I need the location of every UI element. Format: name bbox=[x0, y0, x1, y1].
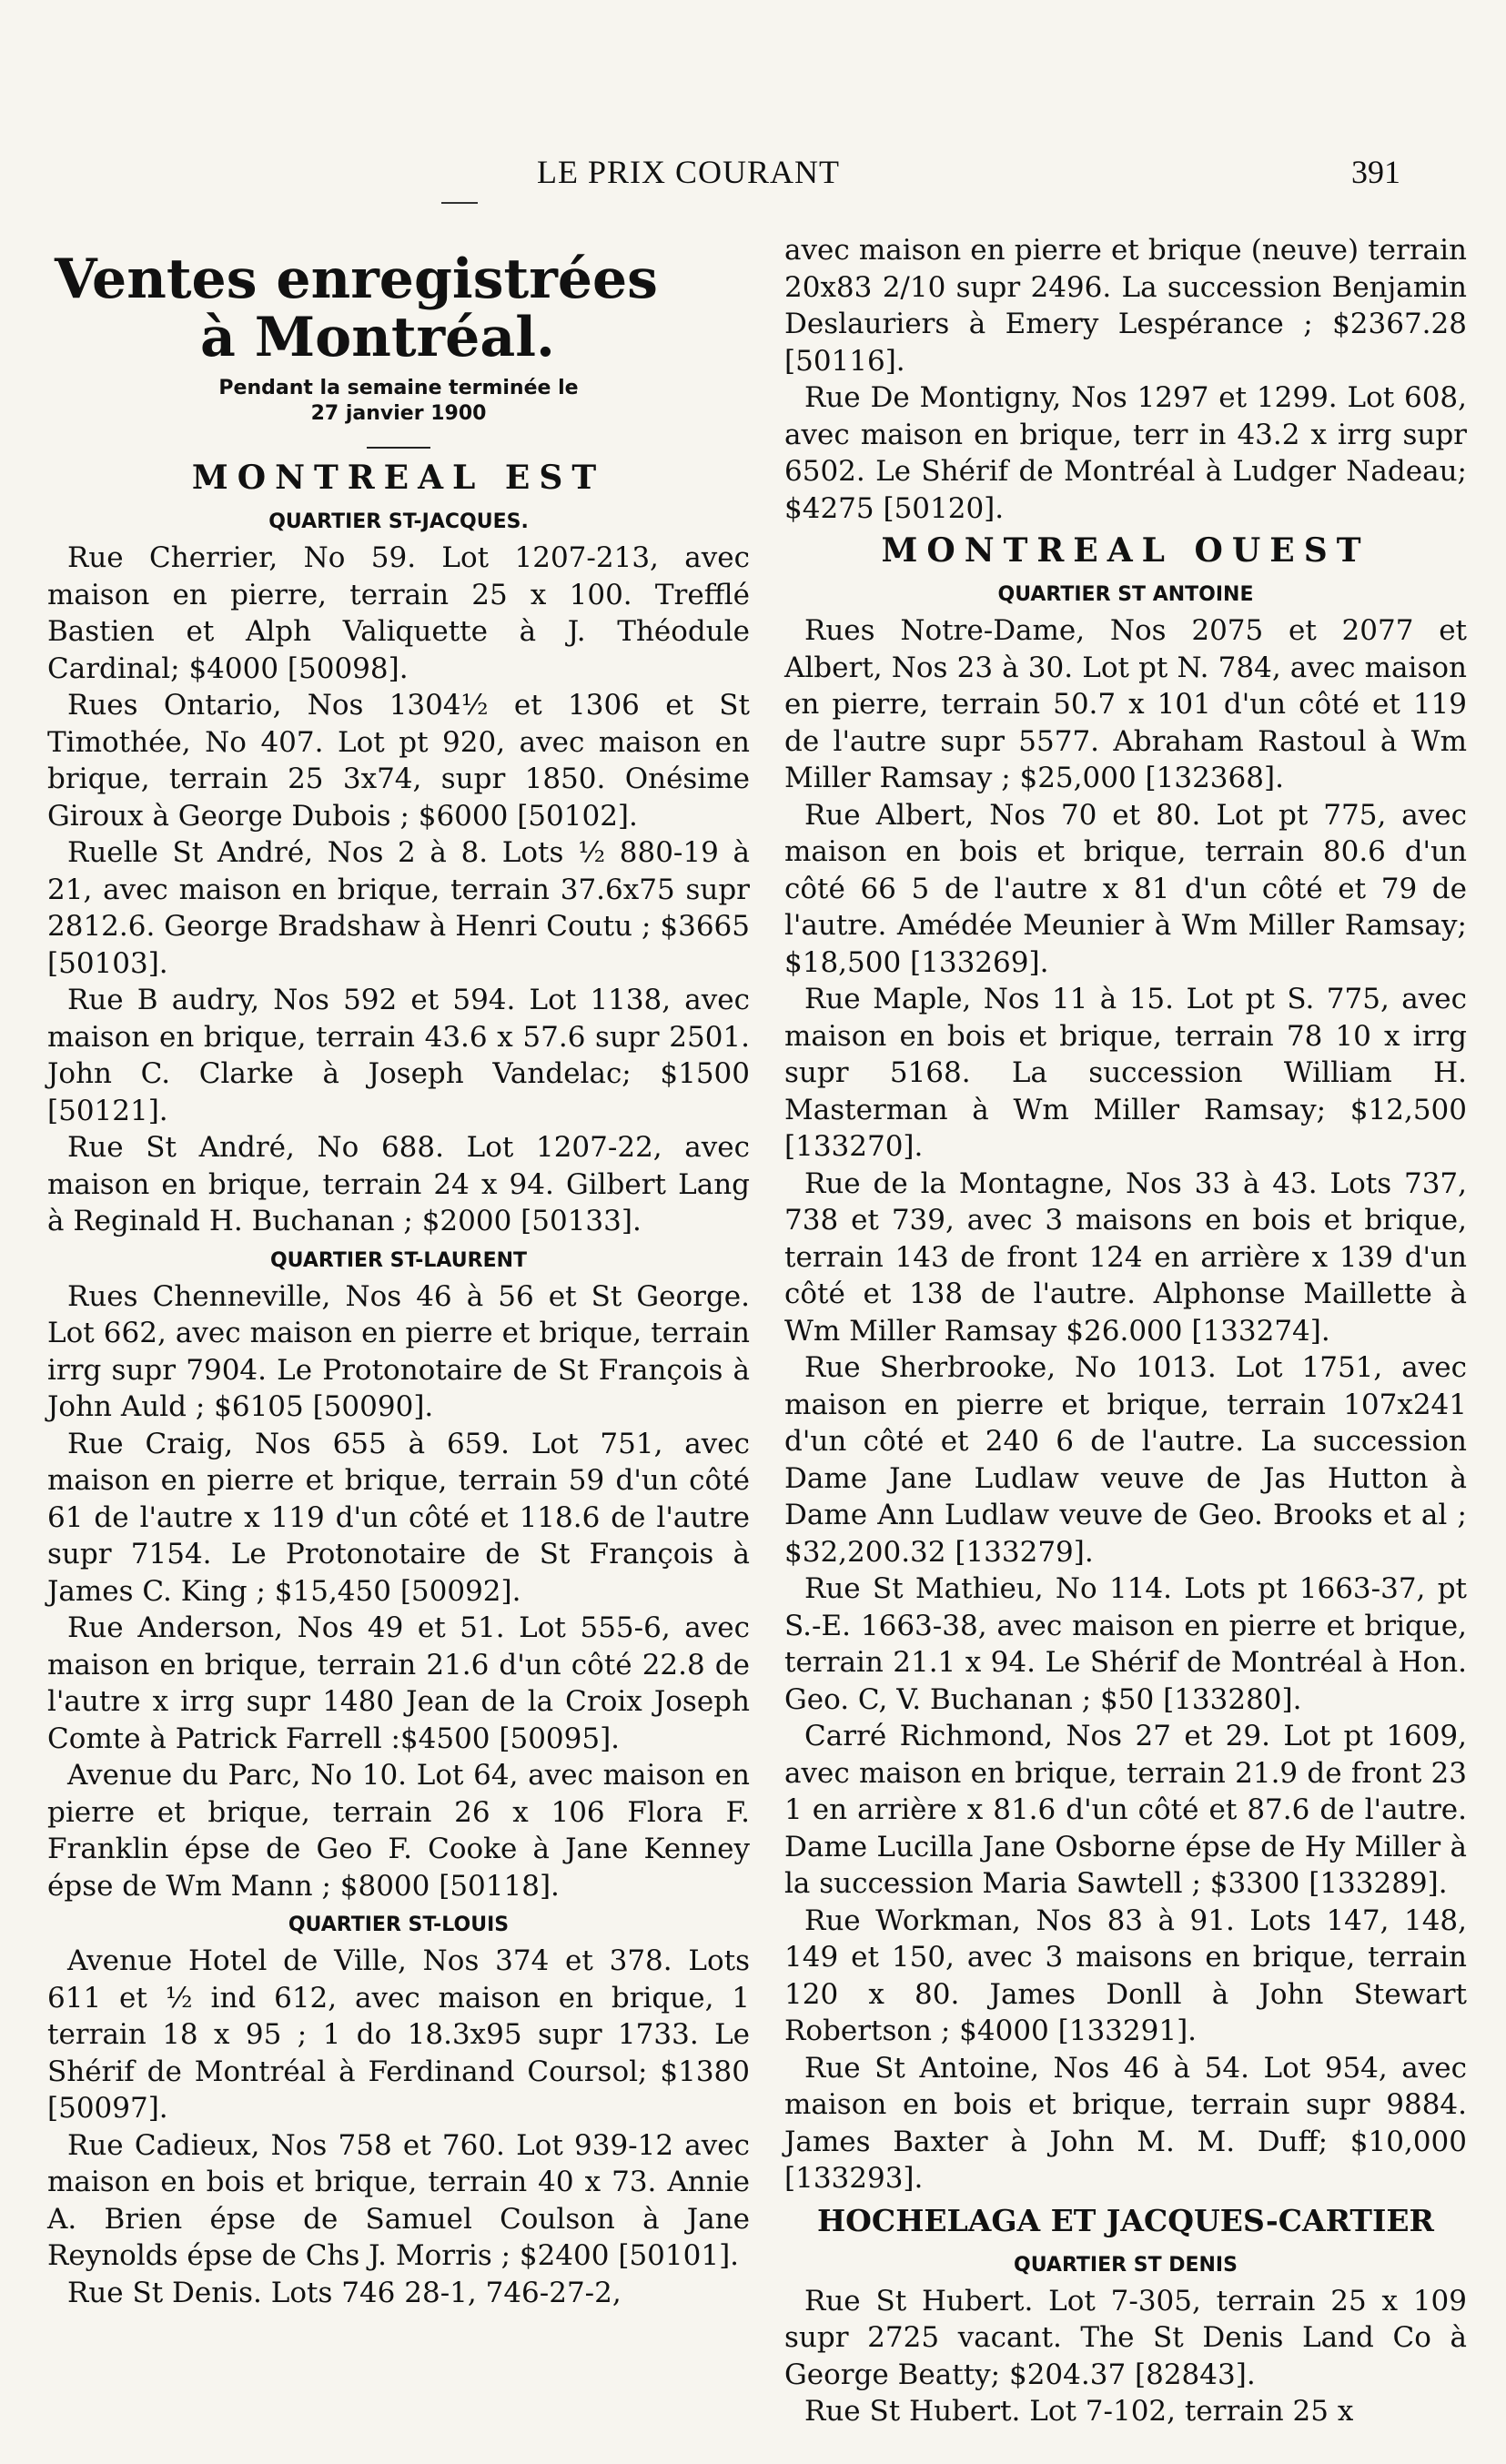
sale-entry: Rue Workman, Nos 83 à 91. Lots 147, 148, 149 et 150, avec 3 maisons en brique, terrain 120 x 80. James Donll à John Stewart Robertson ; $4000 [133291]. bbox=[784, 1904, 1467, 2047]
sale-entry: Rue St André, No 688. Lot 1207-22, avec maison en brique, terrain 24 x 94. Gilbert Lang à Reginald H. Buchanan ; $2000 [50133]. bbox=[47, 1131, 750, 1237]
sale-entry: Avenue Hotel de Ville, Nos 374 et 378. Lots 611 et ½ ind 612, avec maison en brique, 1 terrain 18 x 95 ; 1 do 18.3x95 supr 1733. Le Shérif de Montréal à Ferdinand Coursol; $1380 [50097]. bbox=[47, 1944, 750, 2125]
right-column bbox=[784, 232, 1467, 2430]
sale-entry: Carré Richmond, Nos 27 et 29. Lot pt 1609, avec maison en brique, terrain 21.9 de front 23 1 en arrière x 81.6 d'un côté et 87.6 de l'autre. Dame Lucilla Jane Osborne épse de Hy Miller à la succession Maria Sawtell ; $3300 [133289]. bbox=[784, 1720, 1467, 1900]
district-heading: MONTREAL OUEST bbox=[881, 531, 1370, 570]
page-header bbox=[0, 153, 1506, 198]
sale-entry: Rue St Antoine, Nos 46 à 54. Lot 954, avec maison en bois et brique, terrain supr 9884. James Baxter à John M. M. Duff; $10,000 [133293]. bbox=[784, 2051, 1467, 2195]
period-line2: 27 janvier 1900 bbox=[310, 402, 487, 425]
quarter-heading: QUARTIER ST-JACQUES. bbox=[268, 510, 529, 533]
sale-entry: Avenue du Parc, No 10. Lot 64, avec maison en pierre et brique, terrain 26 x 106 Flora F. Franklin épse de Geo F. Cooke à Jane Kenney épse de Wm Mann ; $8000 [50118]. bbox=[47, 1759, 750, 1903]
quarter-heading: QUARTIER ST-LAURENT bbox=[269, 1248, 528, 1272]
sale-entry: Rue Maple, Nos 11 à 15. Lot pt S. 775, avec maison en bois et brique, terrain 78 10 x irrg supr 5168. La succession William H. Masterman à Wm Miller Ramsay; $12,500 [133270]. bbox=[784, 983, 1467, 1163]
header-rule bbox=[441, 202, 478, 204]
sale-entry: Rue Cadieux, Nos 758 et 760. Lot 939-12 avec maison en bois et brique, terrain 40 x 73. Annie A. Brien épse de Samuel Coulson à Jane Reynolds épse de Chs J. Morris ; $2400 [50101]. bbox=[47, 2128, 750, 2272]
sale-entry: Rue Sherbrooke, No 1013. Lot 1751, avec maison en pierre et brique, terrain 107x241 d'un côté et 240 6 de l'autre. La succession Dame Jane Ludlaw veuve de Jas Hutton à Dame Ann Ludlaw veuve de Geo. Brooks et al ; $32,200.32 [133279]. bbox=[784, 1351, 1467, 1569]
sale-entry: Ruelle St André, Nos 2 à 8. Lots ½ 880-19 à 21, avec maison en brique, terrain 37.6x75 supr 2812.6. George Bradshaw à Henri Coutu ; $3665 [50103]. bbox=[47, 836, 750, 980]
sale-entry: Rue St Hubert. Lot 7-102, terrain 25 x bbox=[804, 2395, 1354, 2428]
sale-entry: Rue Craig, Nos 655 à 659. Lot 751, avec maison en pierre et brique, terrain 59 d'un côté 61 de l'autre x 119 d'un côté et 118.6 de l'autre supr 7154. Le Protonotaire de St François à James C. King ; $15,450 [50092]. bbox=[47, 1427, 750, 1608]
sale-entry: Rue de la Montagne, Nos 33 à 43. Lots 737, 738 et 739, avec 3 maisons en bois et brique, terrain 143 de front 124 en arrière x 139 d'un côté et 138 de l'autre. Alphonse Maillette à Wm Miller Ramsay $26.000 [133274]. bbox=[784, 1166, 1467, 1348]
sale-entry: Rue Anderson, Nos 49 et 51. Lot 555-6, avec maison en brique, terrain 21.6 d'un côté 22.8 de l'autre x irrg supr 1480 Jean de la Croix Joseph Comte à Patrick Farrell :$4500 [50095]. bbox=[47, 1611, 750, 1755]
main-title-line1: Ventes enregistrées bbox=[55, 247, 658, 311]
page-number: 391 bbox=[1351, 154, 1400, 190]
sale-entry: Rues Ontario, Nos 1304½ et 1306 et St Timothée, No 407. Lot pt 920, avec maison en brique, terrain 25 3x74, supr 1850. Onésime Giroux à George Dubois ; $6000 [50102]. bbox=[47, 689, 750, 833]
journal-title: LE PRIX COURANT bbox=[537, 154, 841, 190]
sale-entry: Rue St Hubert. Lot 7-305, terrain 25 x 109 supr 2725 vacant. The St Denis Land Co à George Beatty; $204.37 [82843]. bbox=[784, 2284, 1467, 2391]
district-heading: HOCHELAGA ET JACQUES-CARTIER bbox=[817, 2202, 1434, 2238]
sale-entry: Rue B audry, Nos 592 et 594. Lot 1138, avec maison en brique, terrain 43.6 x 57.6 supr 2501. John C. Clarke à Joseph Vandelac; $1500 [50121]. bbox=[47, 984, 750, 1127]
quarter-heading: QUARTIER ST-LOUIS bbox=[288, 1914, 510, 1936]
sale-entry: Rue St Denis. Lots 746 28-1, 746-27-2, bbox=[67, 2276, 622, 2309]
district-heading: MONTREAL EST bbox=[191, 459, 606, 497]
sale-entry: Rue Cherrier, No 59. Lot 1207-213, avec maison en pierre, terrain 25 x 100. Trefflé Bastien et Alph Valiquette à J. Théodule Cardinal; $4000 [50098]. bbox=[47, 541, 750, 685]
main-title-line2: à Montréal. bbox=[200, 306, 555, 369]
quarter-heading: QUARTIER ST DENIS bbox=[1014, 2253, 1238, 2277]
quarter-heading: QUARTIER ST ANTOINE bbox=[997, 583, 1254, 606]
left-column bbox=[47, 232, 750, 2311]
sale-entry: Rue Albert, Nos 70 et 80. Lot pt 775, avec maison en bois et brique, terrain 80.6 d'un côté 66 5 de l'autre x 81 d'un côté et 79 de l'autre. Amédée Meunier à Wm Miller Ramsay; $18,500 [133269]. bbox=[784, 798, 1467, 979]
sale-entry: Rue St Mathieu, No 114. Lots pt 1663-37, pt S.-E. 1663-38, avec maison en pierre et brique, terrain 21.1 x 94. Le Shérif de Montréal à Hon. Geo. C, V. Buchanan ; $50 [133280]. bbox=[784, 1572, 1467, 1716]
sale-entry-continued: avec maison en pierre et brique (neuve) terrain 20x83 2/10 supr 2496. La succession Benjamin Deslauriers à Emery Lespérance ; $2367.28 [50116]. bbox=[784, 234, 1467, 378]
sale-entry: Rues Notre-Dame, Nos 2075 et 2077 et Albert, Nos 23 à 30. Lot pt N. 784, avec maison en pierre, terrain 50.7 x 101 d'un côté et 119 de l'autre supr 5577. Abraham Rastoul à Wm Miller Ramsay ; $25,000 [132368]. bbox=[784, 614, 1467, 794]
sale-entry: Rue De Montigny, Nos 1297 et 1299. Lot 608, avec maison en brique, terr in 43.2 x irrg supr 6502. Le Shérif de Montréal à Ludger Nadeau; $4275 [50120]. bbox=[784, 381, 1467, 525]
period-line1: Pendant la semaine terminée le bbox=[218, 377, 579, 399]
sale-entry: Rues Chenneville, Nos 46 à 56 et St George. Lot 662, avec maison en pierre et brique, terrain irrg supr 7904. Le Protonotaire de St François à John Auld ; $6105 [50090]. bbox=[47, 1279, 750, 1423]
section-divider bbox=[367, 447, 430, 449]
